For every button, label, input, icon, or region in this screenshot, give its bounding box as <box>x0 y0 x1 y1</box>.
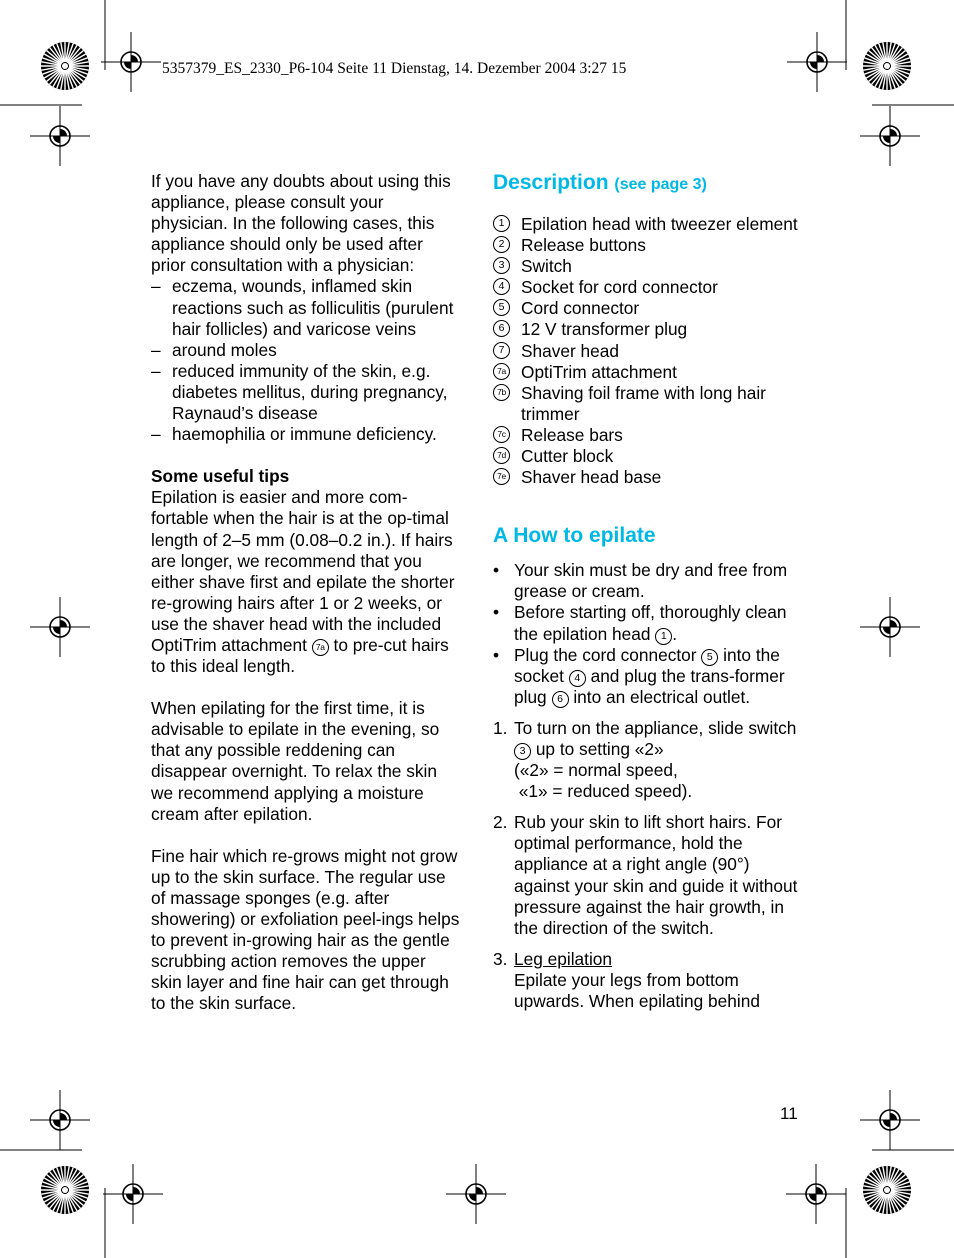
step-3 <box>493 949 803 1012</box>
bullet-text: and plug the trans-former plug <box>514 665 785 707</box>
starburst-target <box>863 1166 911 1214</box>
part-label: Shaving foil frame with long hair trimmer <box>521 382 766 424</box>
bullet-glyph: • <box>493 602 500 623</box>
left-column <box>151 171 461 1014</box>
ref-number: 1 <box>655 628 672 645</box>
ref-number-7a: 7a <box>312 639 329 656</box>
part-label: Switch <box>521 256 572 277</box>
right-column <box>493 171 803 1012</box>
part-label: Epilation head with tweezer element <box>521 214 798 234</box>
part-item-2 <box>493 235 803 256</box>
ref-number: 5 <box>701 649 718 666</box>
part-number: 7 <box>493 342 510 359</box>
part-item-7a <box>493 362 803 383</box>
part-item-7b <box>493 383 803 425</box>
intro-paragraph: If you have any doubts about using this appliance, please consult your physician. In the following cases, this appliance should only be used after prior consultation with a physician: <box>151 171 451 276</box>
list-item: – reduced immunity of the skin, e.g. diabetes mellitus, during pregnancy, Raynaud’s disease <box>151 361 461 424</box>
step-text: Rub your skin to lift short hairs. For optimal performance, hold the appliance at a right angle (90°) against your skin and guide it without pressure against the hair growth, in the direction of the switch. <box>514 812 798 938</box>
description-title: Description <box>493 171 609 194</box>
part-number: 2 <box>493 236 510 253</box>
part-number: 1 <box>493 215 510 232</box>
tips-text: Epilation is easier and more com-fortable when the hair is at the op-timal length of 2–5 mm (0.08–0.2 in.). If hairs are longer, we recommend that you either shave first and epilate the shorter re-growing hairs after 1 or 2 weeks, or use the shaver head with the included OptiTrim attachment <box>151 487 455 655</box>
starburst-target <box>41 1166 89 1214</box>
part-item-5 <box>493 298 803 319</box>
step-text: («2» = normal speed, <box>514 760 678 781</box>
bullet-text: Plug the cord connector <box>514 644 697 665</box>
part-label: Socket for cord connector <box>521 277 718 298</box>
part-label: Cutter block <box>521 446 614 467</box>
bullet-text: into the socket <box>514 644 780 686</box>
part-label: 12 V transformer plug <box>521 319 688 340</box>
tips-heading: Some useful tips <box>151 466 290 487</box>
step-text: Epilate your legs from bottom upwards. When epilating behind <box>514 969 760 1011</box>
part-label: Release buttons <box>521 235 646 256</box>
part-number: 7d <box>493 447 510 464</box>
ref-number: 6 <box>552 691 569 708</box>
step-number: 1. <box>493 717 508 738</box>
part-item-3 <box>493 256 803 277</box>
ref-number: 4 <box>569 670 586 687</box>
bullet-text: Your skin must be dry and free from grease or cream. <box>514 560 788 602</box>
bullet-text: into an electrical outlet. <box>573 686 751 707</box>
list-item <box>493 560 803 602</box>
contraindication-list <box>151 276 461 445</box>
bullet-text: . <box>672 623 678 644</box>
tips-text-end: to pre-cut hairs to this ideal length. <box>151 634 449 677</box>
part-number: 6 <box>493 320 510 337</box>
description-heading <box>493 171 803 197</box>
part-number: 7a <box>493 363 510 380</box>
parts-list <box>493 214 803 488</box>
step-text: To turn on the appliance, slide switch <box>514 717 797 738</box>
step-text: up to setting «2» <box>535 738 664 759</box>
part-number: 7c <box>493 426 510 443</box>
list-item: – around moles <box>151 340 461 361</box>
part-number: 7b <box>493 384 510 401</box>
list-item: – haemophilia or immune deficiency. <box>151 424 461 445</box>
how-to-heading: A How to epilate <box>493 524 656 548</box>
step-2 <box>493 812 803 939</box>
part-label: OptiTrim attachment <box>521 361 677 382</box>
part-item-7c <box>493 425 803 446</box>
part-number: 7e <box>493 468 510 485</box>
bullet-text: Before starting off, thoroughly clean the epilation head <box>514 602 787 644</box>
print-slug-line: 5357379_ES_2330_P6-104 Seite 11 Dienstag, 14. Dezember 2004 3:27 15 <box>162 60 627 77</box>
part-label: Cord connector <box>521 298 640 319</box>
step-1 <box>493 718 803 802</box>
list-item: – eczema, wounds, inflamed skin reactions such as folliculitis (purulent hair follicles) and varicose veins <box>151 276 461 339</box>
part-item-7d <box>493 446 803 467</box>
part-item-7e <box>493 467 803 488</box>
step-number: 3. <box>493 948 508 969</box>
part-item-7 <box>493 341 803 362</box>
starburst-target <box>863 42 911 90</box>
step-text: «1» = reduced speed). <box>514 781 693 802</box>
part-label: Release bars <box>521 424 623 445</box>
bullet-glyph: • <box>493 644 500 665</box>
fine-hair-paragraph: Fine hair which re-grows might not grow up to the skin surface. The regular use of massage sponges (e.g. after showering) or exfoliation peel-ings helps to prevent in-growing hair as the gentle scrubbing action removes the upper skin layer and fine hair can get through to the skin surface. <box>151 845 460 1014</box>
part-label: Shaver head <box>521 340 620 361</box>
part-number: 4 <box>493 278 510 295</box>
page-number: 11 <box>780 1104 798 1123</box>
list-item <box>493 645 803 708</box>
description-page-ref: (see page 3) <box>614 176 707 193</box>
list-item <box>493 602 803 644</box>
part-item-4 <box>493 277 803 298</box>
part-label: Shaver head base <box>521 467 662 488</box>
starburst-target <box>41 42 89 90</box>
ref-number: 3 <box>514 743 531 760</box>
part-number: 5 <box>493 299 510 316</box>
tips-paragraph <box>151 487 461 677</box>
preparation-list <box>493 560 803 708</box>
part-item-6 <box>493 319 803 340</box>
step-number: 2. <box>493 812 508 833</box>
part-item-1 <box>493 214 803 235</box>
part-number: 3 <box>493 257 510 274</box>
bullet-glyph: • <box>493 560 500 581</box>
first-time-paragraph: When epilating for the first time, it is advisable to epilate in the evening, so that any possible reddening can disappear overnight. To relax the skin we recommend applying a moisture cream after epilation. <box>151 698 440 824</box>
step-title: Leg epilation <box>514 948 613 969</box>
